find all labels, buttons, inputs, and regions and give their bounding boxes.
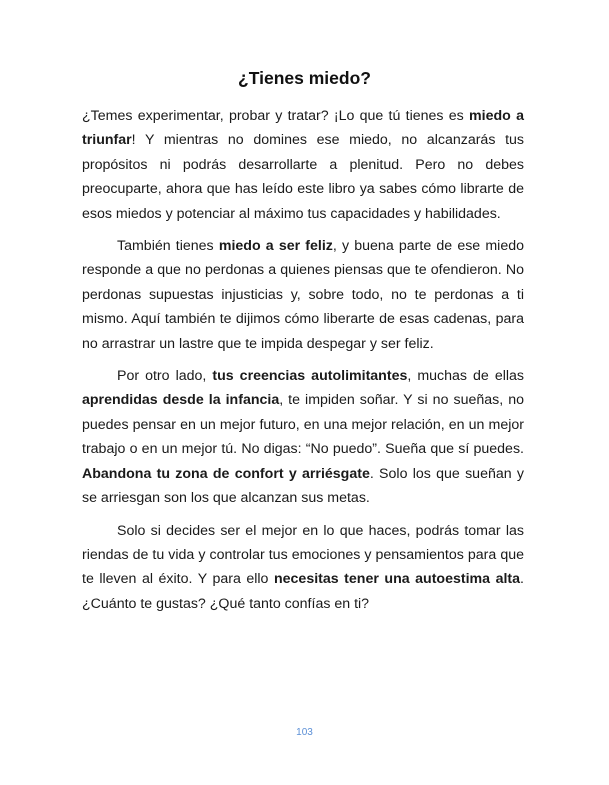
bold-text-run: necesitas tener una autoestima alta: [273, 571, 521, 588]
text-run: . ¿Cuánto te gustas? ¿Qué tanto confías en ti?: [82, 571, 524, 612]
text-run: Por otro lado,: [117, 368, 213, 385]
text-run: También tienes: [117, 238, 219, 255]
paragraph-2: [82, 234, 524, 356]
bold-text-run: miedo a triunfar: [82, 108, 524, 149]
text-run: , y buena parte de ese miedo responde a que no perdonas a quienes piensas que te ofendieron. No perdonas supuestas injusticias y, sobre todo, no te perdonas a ti mismo. Aquí también te dijimos cómo liberarte de esas cadenas, para no arrastrar un lastre que te impida despegar y ser feliz.: [82, 238, 525, 352]
bold-text-run: tus creencias autolimitantes: [212, 368, 408, 385]
paragraph-1: [82, 104, 524, 226]
page-number: 103: [296, 727, 313, 738]
text-run: ! Y mientras no domines ese miedo, no alcanzarás tus propósitos ni podrás desarrollarte a plenitud. Pero no debes preocuparte, ahora que has leído este libro ya sabes cómo librarte de esos miedos y potenciar al máximo tus capacidades y habilidades.: [82, 132, 524, 222]
paragraph-3: [82, 364, 524, 510]
text-run: ¿Temes experimentar, probar y tratar? ¡Lo que tú tienes es: [82, 108, 470, 124]
text-run: . Solo los que sueñan y se arriesgan son los que alcanzan sus metas.: [82, 465, 524, 507]
text-run: Solo si decides ser el mejor en lo que haces, podrás tomar las riendas de tu vida y controlar tus emociones y pensamientos para que te lleven al éxito. Y para ello: [82, 522, 524, 588]
text-run: , te impiden soñar. Y si no sueñas, no puedes pensar en un mejor futuro, en una mejor relación, en un mejor trabajo o en un mejor tú. No digas: “No puedo”. Sueña que sí puedes.: [82, 392, 524, 458]
text-run: , muchas de ellas: [407, 368, 525, 385]
body-text: [82, 104, 524, 624]
chapter-title: ¿Tienes miedo?: [238, 68, 371, 88]
bold-text-run: Abandona tu zona de confort y arriésgate: [82, 465, 370, 482]
bold-text-run: miedo a ser feliz: [218, 238, 333, 255]
bold-text-run: aprendidas desde la infancia: [82, 392, 280, 409]
paragraph-4: [82, 519, 524, 617]
